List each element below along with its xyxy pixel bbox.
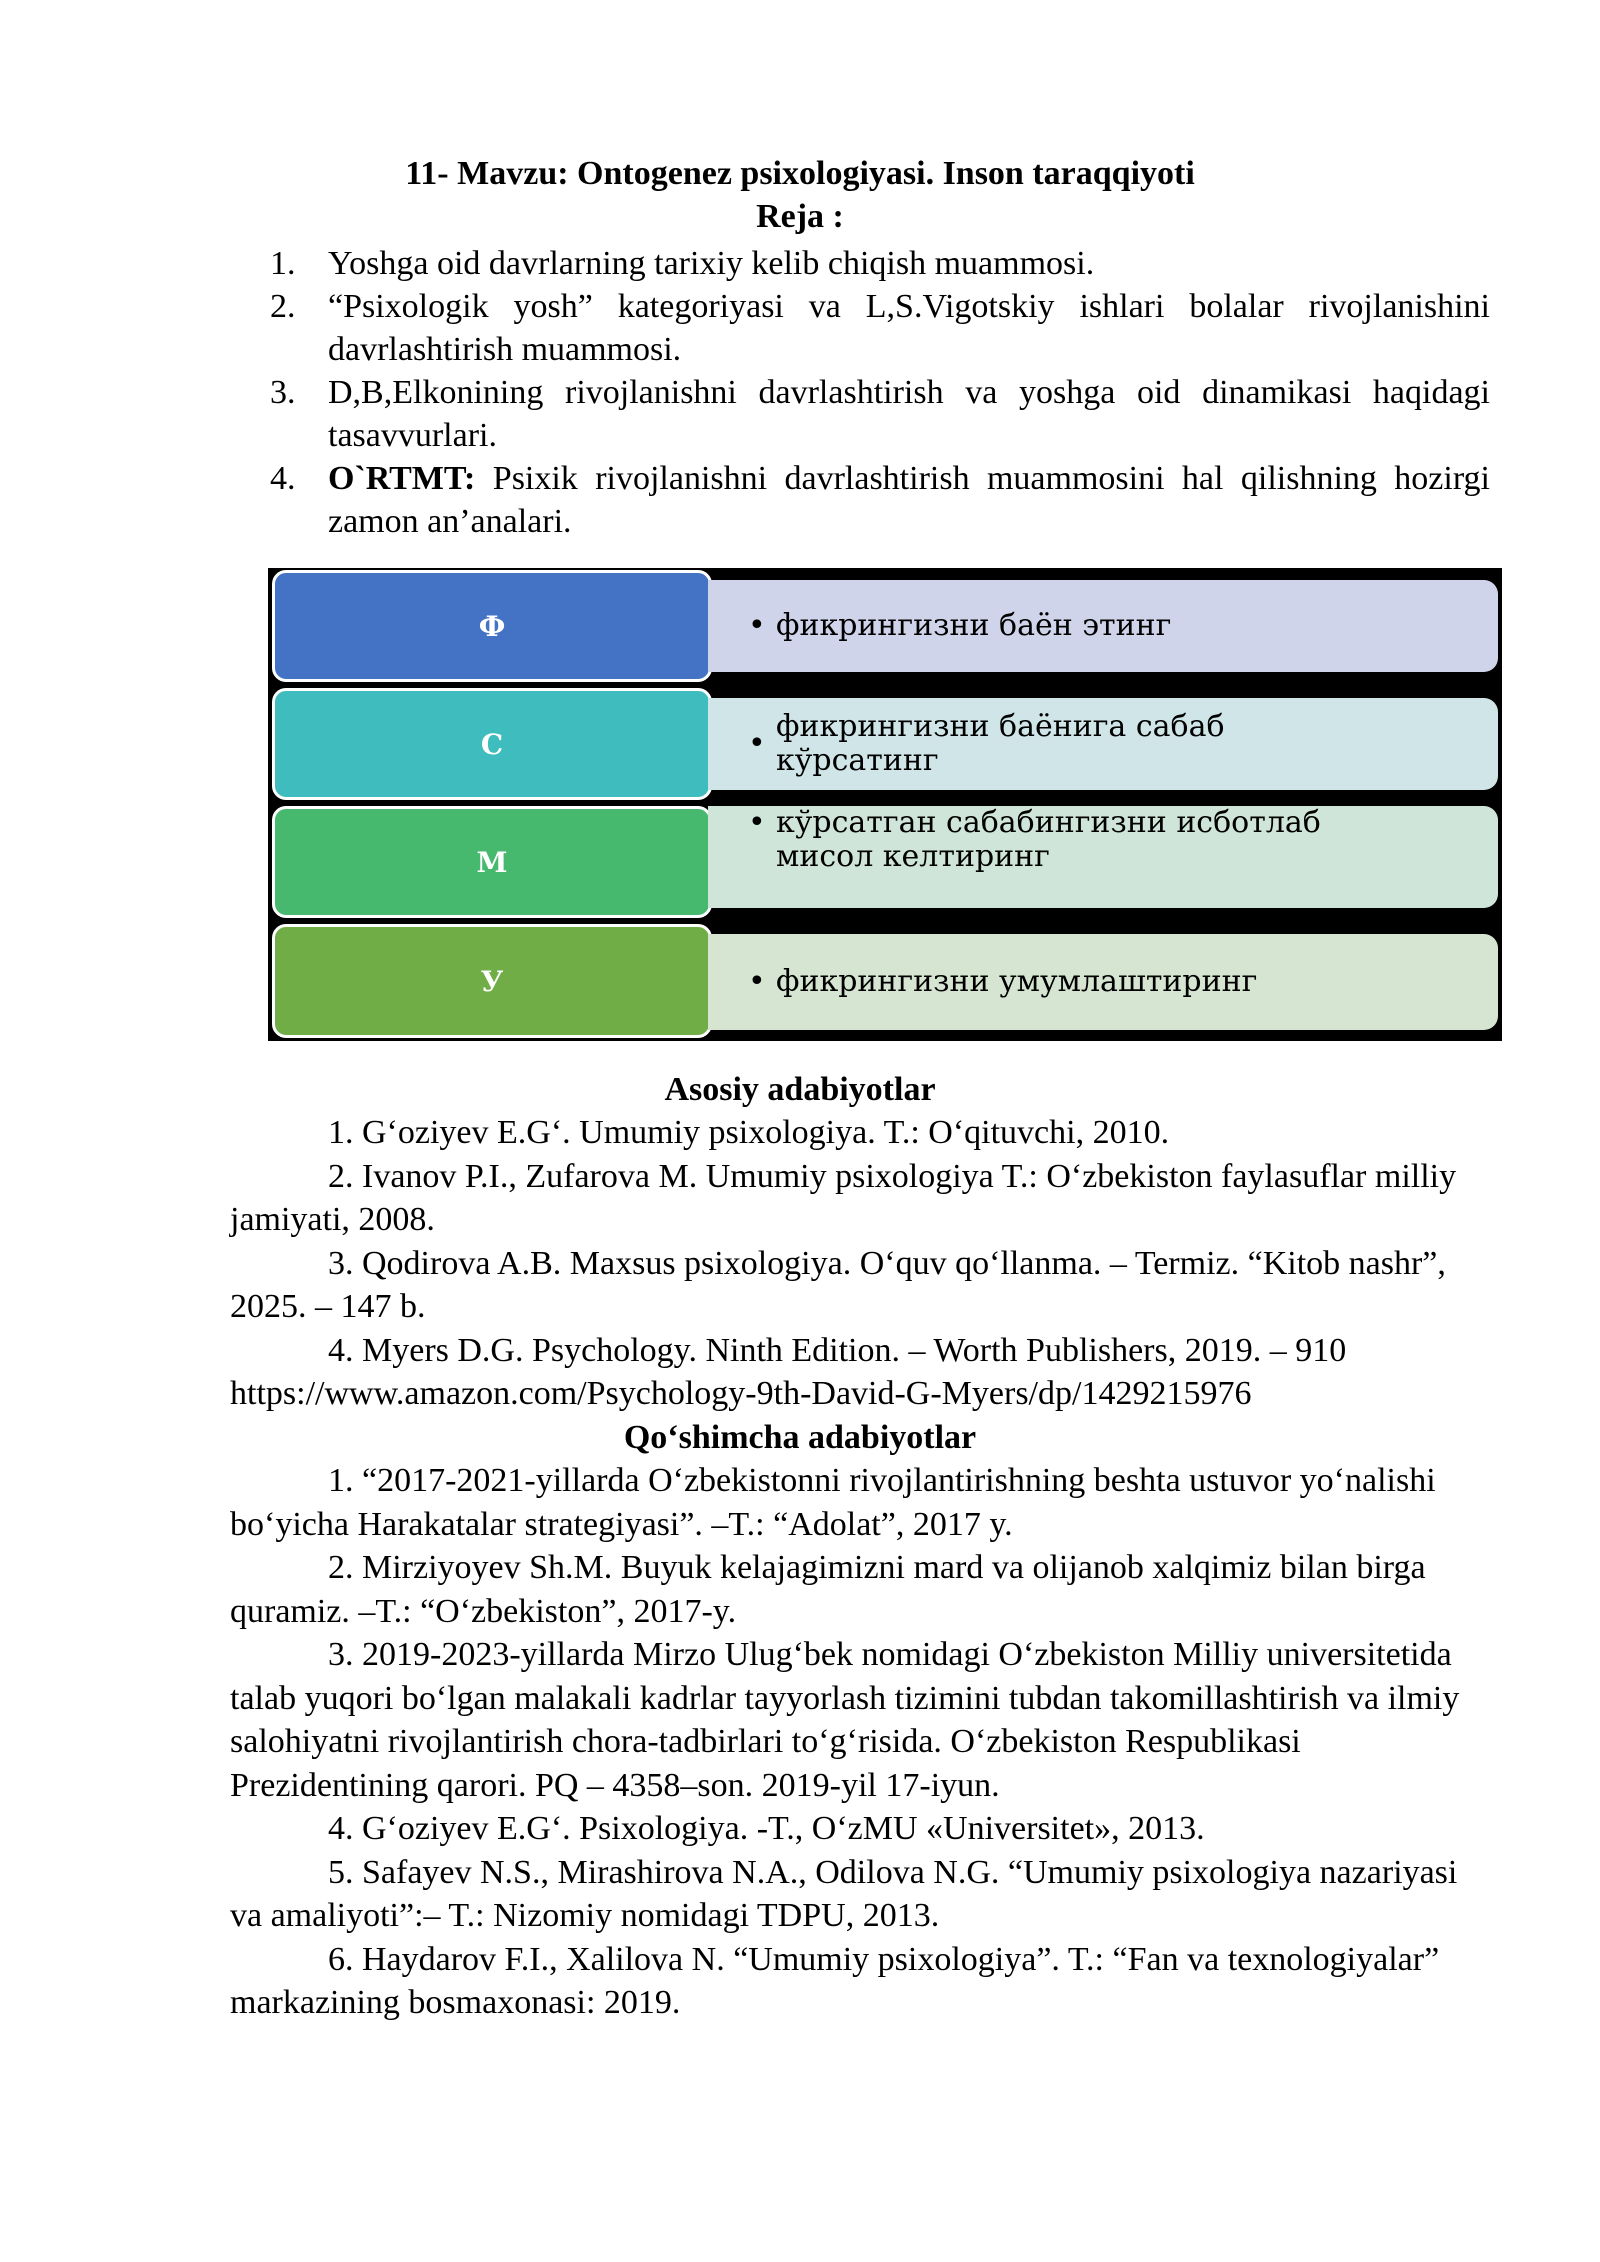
fsmu-desc-u: • фикрингизни умумлаштиринг	[708, 934, 1498, 1030]
literature-item: 6. Haydarov F.I., Xalilova N. “Umumiy psixologiya”. T.: “Fan va texnologiyalar” markazining bosmaxonasi: 2019.	[230, 1940, 1440, 2021]
extra-literature-heading: Qo‘shimcha adabiyotlar	[623, 1419, 977, 1456]
literature-item: 1. “2017-2021-yillarda O‘zbekistonni rivojlantirishning beshta ustuvor yo‘nalishi bo‘yicha Harakatalar strategiyasi”. –T.: “Adolat”, 2017 y.	[230, 1462, 1436, 1543]
page-title: 11- Mavzu: Ontogenez psixologiyasi. Inson taraqqiyoti	[405, 155, 1195, 192]
plan-heading: Reja :	[756, 198, 844, 235]
literature-item: 3. 2019-2023-yillarda Mirzo Ulug‘bek nomidagi O‘zbekiston Milliy universitetida talab yuqori bo‘lgan malakali kadrlar tayyorlash tizimini tubdan takomillashtirish va ilmiy salohiyatni rivojlantirish chora-tadbirlari to‘g‘risida. O‘zbekiston Respublikasi Prezidentining qarori. PQ – 4358–son. 2019-yil 17-iyun.	[230, 1636, 1460, 1804]
fsmu-letter-m: М	[272, 806, 712, 918]
literature-item: 4. G‘oziyev E.G‘. Psixologiya. -T., O‘zMU «Universitet», 2013.	[328, 1810, 1205, 1847]
fsmu-letter-s: С	[272, 688, 712, 800]
fsmu-desc-m: • кўрсатган сабабингизни исботлаб мисол келтиринг	[708, 806, 1498, 908]
plan-item: 2. “Psixologik yosh” kategoriyasi va L,S.Vigotskiy ishlari bolalar rivojlanishini davrlashtirish muammosi.	[270, 288, 1490, 368]
literature-item: 2. Mirziyoyev Sh.M. Buyuk kelajagimizni mard va olijanob xalqimiz bilan birga quramiz. –T.: “O‘zbekiston”, 2017-y.	[230, 1549, 1426, 1630]
fsmu-desc-f: • фикрингизни баён этинг	[708, 580, 1498, 672]
literature-item: 5. Safayev N.S., Mirashirova N.A., Odilova N.G. “Umumiy psixologiya nazariyasi va amaliyoti”:– T.: Nizomiy nomidagi TDPU, 2013.	[230, 1853, 1458, 1934]
main-literature-list	[230, 1111, 1490, 1416]
literature-item: 1. G‘oziyev E.G‘. Umumiy psixologiya. T.: O‘qituvchi, 2010.	[328, 1114, 1170, 1151]
plan-item: 3. D,B,Elkonining rivojlanishni davrlashtirish va yoshga oid dinamikasi haqidagi tasavvurlari.	[270, 374, 1490, 454]
literature-item: 3. Qodirova A.B. Maxsus psixologiya. O‘quv qo‘llanma. – Termiz. “Kitob nashr”, 2025. – 147 b.	[230, 1244, 1446, 1325]
fsmu-diagram	[268, 568, 1502, 1041]
main-literature-heading: Asosiy adabiyotlar	[664, 1071, 936, 1108]
fsmu-letter-u: У	[272, 924, 712, 1038]
literature-item: 4. Myers D.G. Psychology. Ninth Edition. – Worth Publishers, 2019. – 910 https://www.amazon.com/Psychology-9th-David-G-Myers/dp/1429215976	[230, 1331, 1347, 1412]
fsmu-desc-s: • фикрингизни баёнига сабаб кўрсатинг	[708, 698, 1498, 790]
plan-item-bold-label: O`RTMT:	[328, 460, 476, 497]
literature-item: 2. Ivanov P.I., Zufarova M. Umumiy psixologiya T.: O‘zbekiston faylasuflar milliy jamiyati, 2008.	[230, 1157, 1457, 1238]
plan-list	[270, 242, 1490, 543]
plan-item: 4. O`RTMT: Psixik rivojlanishni davrlashtirish muammosini hal qilishning hozirgi zamon an’analari.	[270, 460, 1490, 540]
extra-literature-list	[230, 1459, 1490, 2025]
plan-item: 1. Yoshga oid davrlarning tarixiy kelib chiqish muammosi.	[270, 245, 1095, 282]
fsmu-letter-f: Ф	[272, 570, 712, 682]
